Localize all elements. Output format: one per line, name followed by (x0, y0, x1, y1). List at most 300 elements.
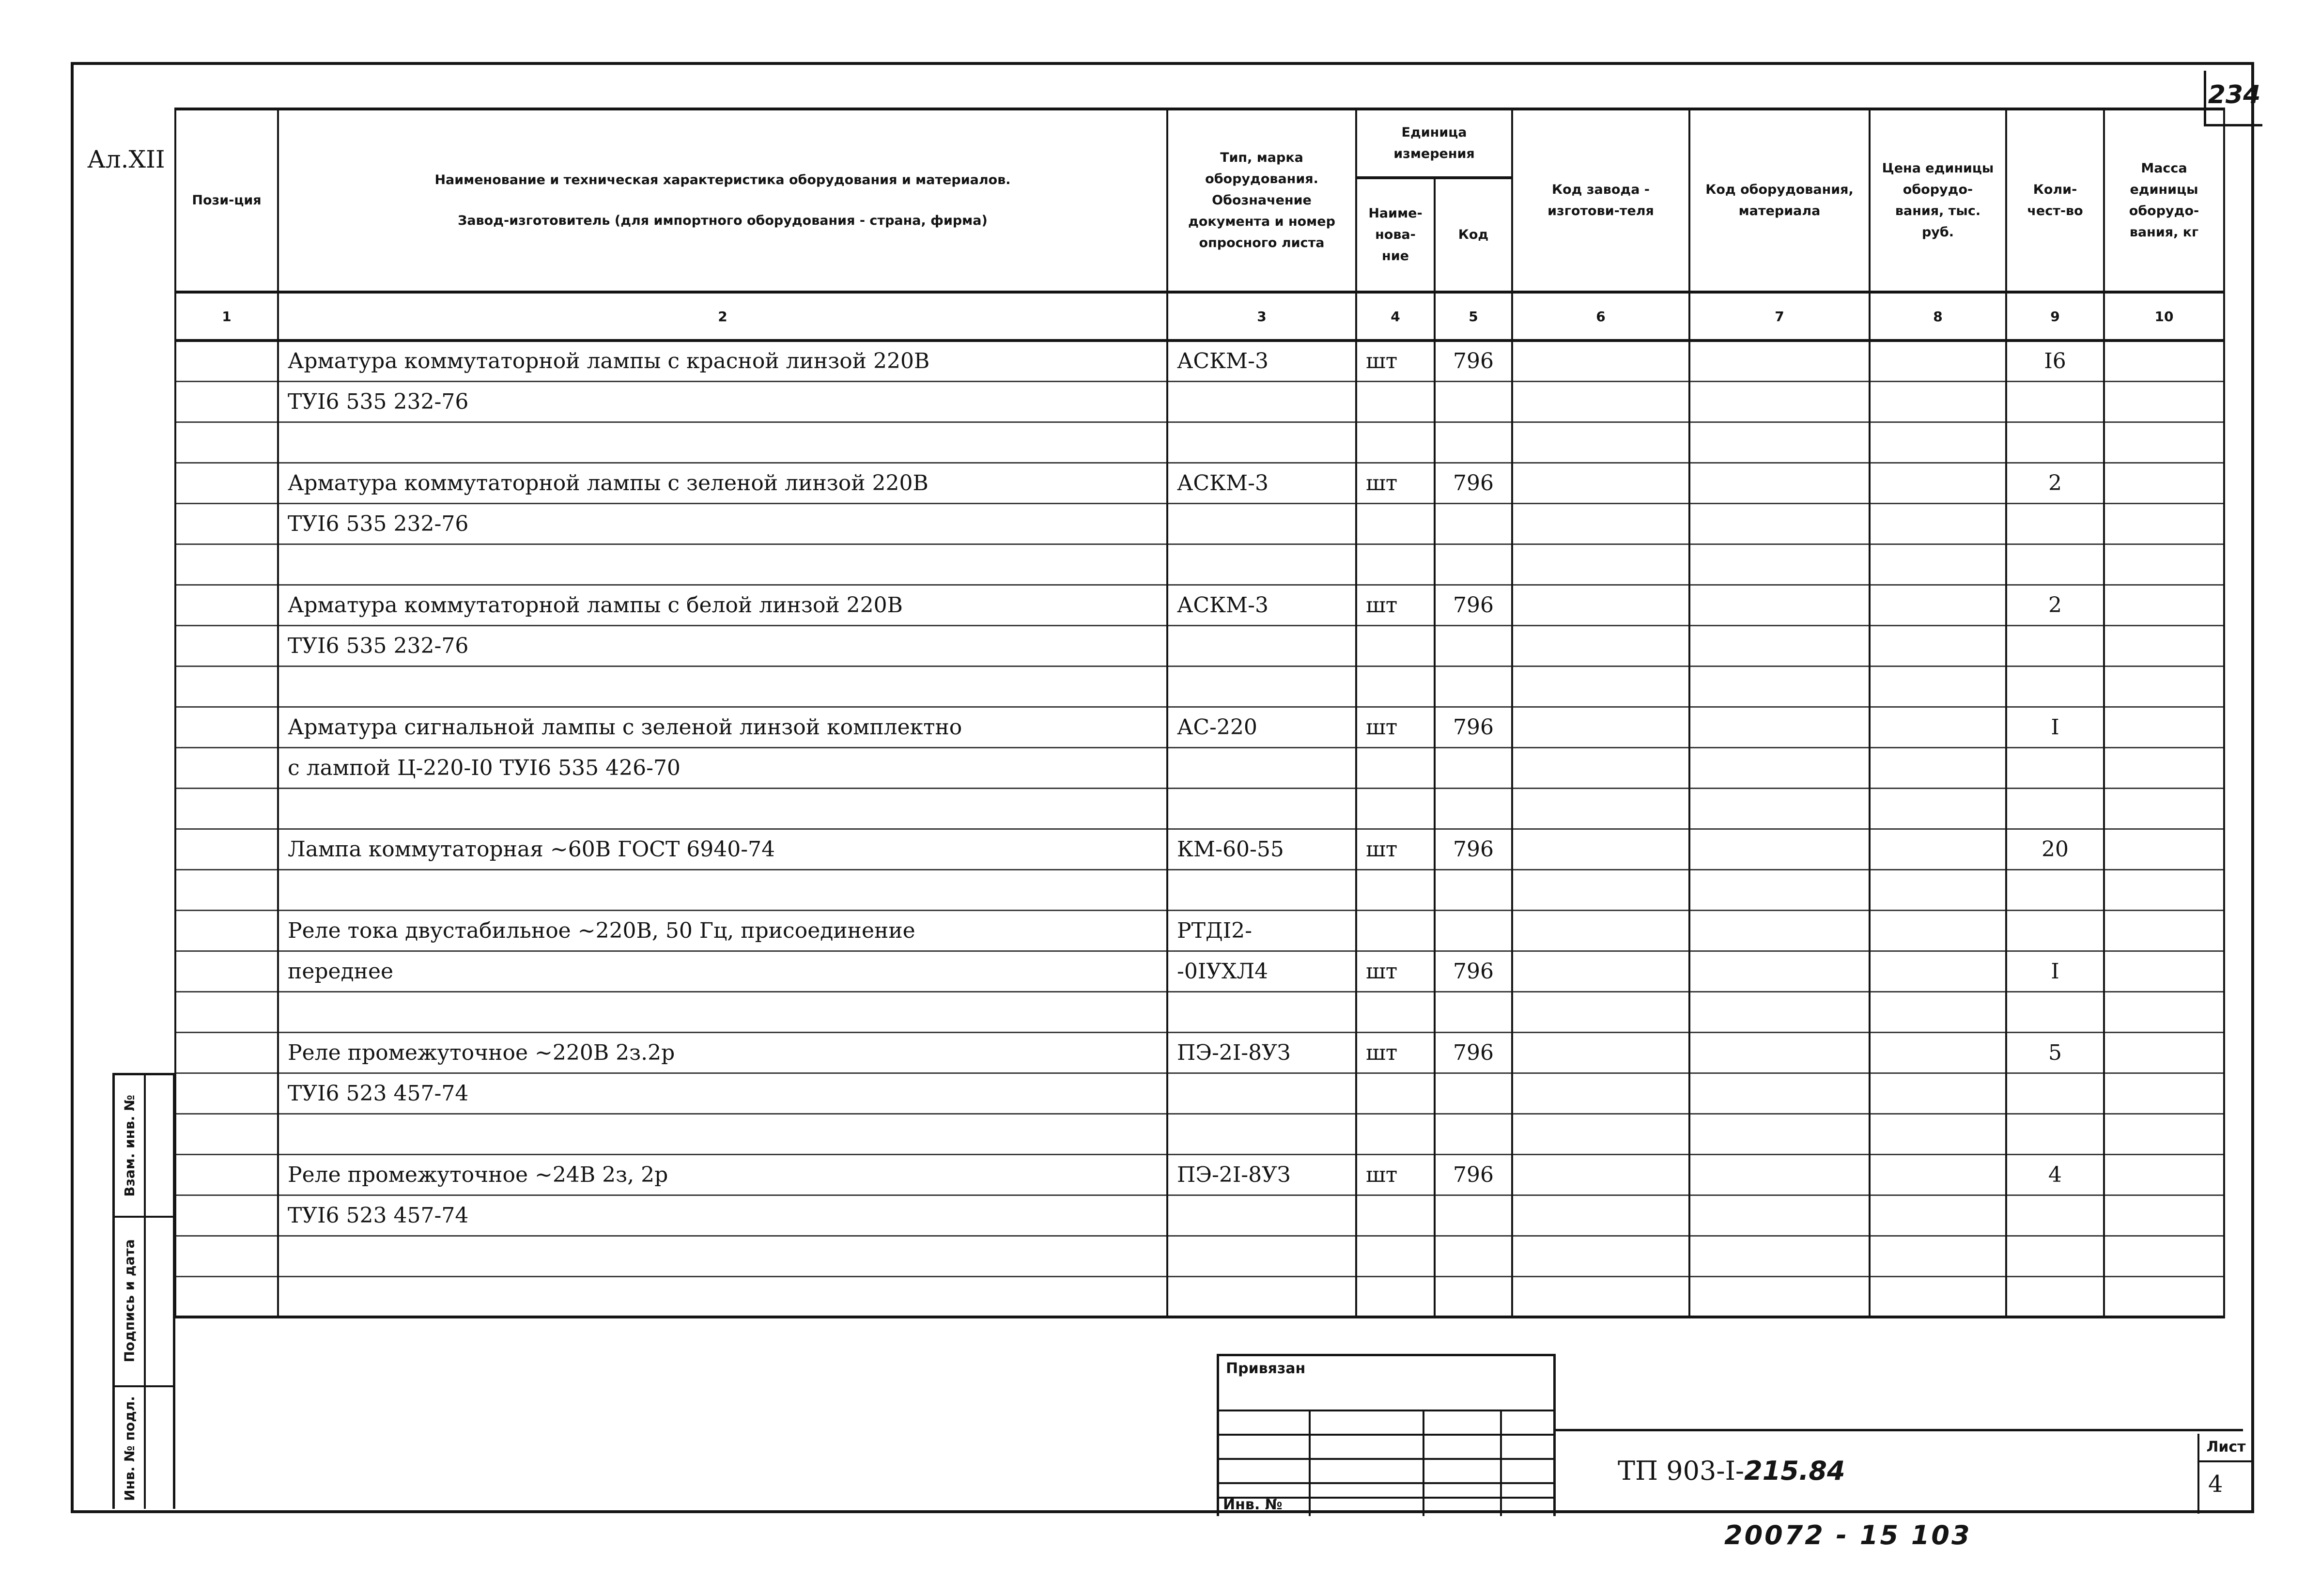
cell-unit (1356, 1236, 1435, 1276)
strip-label-signature-date: Подпись и дата (121, 1239, 138, 1363)
cell-equipment-code (1689, 625, 1870, 666)
col-number: 1 (175, 292, 278, 341)
cell-quantity (2006, 1073, 2104, 1114)
col-number: 7 (1689, 292, 1870, 341)
table-row (175, 463, 2224, 503)
cell-mass (2104, 341, 2224, 381)
table-row (175, 585, 2224, 625)
cell-unit-code (1435, 1276, 1512, 1317)
cell-factory-code (1512, 666, 1689, 707)
cell-type (1167, 788, 1356, 829)
col-number: 3 (1167, 292, 1356, 341)
stamp-line (1219, 1410, 1553, 1411)
cell-position (175, 666, 278, 707)
cell-equipment-code (1689, 910, 1870, 951)
cell-unit: шт (1356, 829, 1435, 869)
table-row (175, 910, 2224, 951)
cell-price (1870, 463, 2006, 503)
table-row (175, 625, 2224, 666)
cell-price (1870, 1114, 2006, 1154)
col-number: 9 (2006, 292, 2104, 341)
cell-position (175, 463, 278, 503)
title-block-rule (1556, 1429, 2243, 1431)
table-body (175, 341, 2224, 1317)
cell-price (1870, 1032, 2006, 1073)
cell-type (1167, 422, 1356, 463)
cell-price (1870, 1073, 2006, 1114)
cell-position (175, 829, 278, 869)
cell-factory-code (1512, 381, 1689, 422)
cell-price (1870, 1154, 2006, 1195)
cell-type (1167, 1195, 1356, 1236)
cell-unit-code (1435, 1114, 1512, 1154)
cell-unit (1356, 625, 1435, 666)
cell-name (278, 869, 1167, 910)
cell-position (175, 1195, 278, 1236)
cell-type (1167, 1236, 1356, 1276)
table-row (175, 341, 2224, 381)
cell-price (1870, 747, 2006, 788)
document-code-handwritten: 215.84 (1744, 1456, 1845, 1486)
cell-name (278, 544, 1167, 585)
cell-name: с лампой Ц-220-I0 ТУI6 535 426-70 (278, 747, 1167, 788)
cell-mass (2104, 1195, 2224, 1236)
cell-factory-code (1512, 707, 1689, 747)
cell-unit-code (1435, 625, 1512, 666)
stamp-line (1219, 1458, 1553, 1460)
cell-factory-code (1512, 544, 1689, 585)
cell-unit: шт (1356, 707, 1435, 747)
table-row (175, 381, 2224, 422)
cell-quantity: 4 (2006, 1154, 2104, 1195)
cell-equipment-code (1689, 992, 1870, 1032)
strip-cell-signature (115, 1216, 144, 1385)
cell-quantity (2006, 1276, 2104, 1317)
cell-unit (1356, 1195, 1435, 1236)
cell-factory-code (1512, 992, 1689, 1032)
cell-quantity (2006, 1195, 2104, 1236)
footer-handwritten-number: 20072 - 15 103 (1724, 1520, 1972, 1550)
cell-quantity (2006, 992, 2104, 1032)
table-row (175, 1032, 2224, 1073)
cell-equipment-code (1689, 422, 1870, 463)
cell-equipment-code (1689, 1195, 1870, 1236)
stamp-line (1219, 1434, 1553, 1436)
cell-type (1167, 544, 1356, 585)
cell-mass (2104, 1073, 2224, 1114)
header-quantity: Коли-чест-во (2006, 109, 2104, 292)
cell-unit-code: 796 (1435, 707, 1512, 747)
cell-position (175, 1032, 278, 1073)
header-price: Цена единицы оборудо-вания, тыс. руб. (1870, 109, 2006, 292)
document-code-prefix: ТП 903-I- (1618, 1456, 1745, 1486)
cell-position (175, 422, 278, 463)
cell-unit-code (1435, 1195, 1512, 1236)
cell-unit-code: 796 (1435, 463, 1512, 503)
cell-name (278, 666, 1167, 707)
cell-price (1870, 544, 2006, 585)
cell-unit-code: 796 (1435, 829, 1512, 869)
table-row (175, 544, 2224, 585)
cell-unit-code (1435, 422, 1512, 463)
cell-unit (1356, 1073, 1435, 1114)
cell-price (1870, 381, 2006, 422)
cell-quantity (2006, 422, 2104, 463)
cell-unit (1356, 666, 1435, 707)
cell-unit: шт (1356, 1032, 1435, 1073)
cell-equipment-code (1689, 829, 1870, 869)
cell-price (1870, 829, 2006, 869)
cell-name: Реле промежуточное ~24В 2з, 2р (278, 1154, 1167, 1195)
sheet-list-box (2197, 1434, 2253, 1514)
cell-factory-code (1512, 463, 1689, 503)
cell-unit (1356, 381, 1435, 422)
cell-type (1167, 381, 1356, 422)
cell-equipment-code (1689, 503, 1870, 544)
cell-name: ТУI6 523 457-74 (278, 1073, 1167, 1114)
cell-type: АСКМ-3 (1167, 463, 1356, 503)
cell-equipment-code (1689, 381, 1870, 422)
cell-unit-code (1435, 503, 1512, 544)
table-row (175, 422, 2224, 463)
strip-cell-original (115, 1385, 144, 1511)
cell-quantity (2006, 1114, 2104, 1154)
table-row (175, 747, 2224, 788)
table-row (175, 707, 2224, 747)
table-row (175, 1276, 2224, 1317)
cell-unit (1356, 910, 1435, 951)
cell-name (278, 422, 1167, 463)
cell-mass (2104, 788, 2224, 829)
cell-unit-code (1435, 869, 1512, 910)
cell-position (175, 910, 278, 951)
attachment-stamp (1217, 1354, 1556, 1516)
cell-position (175, 341, 278, 381)
table-row (175, 1195, 2224, 1236)
cell-unit (1356, 788, 1435, 829)
cell-mass (2104, 666, 2224, 707)
cell-position (175, 951, 278, 992)
cell-price (1870, 1276, 2006, 1317)
cell-name: Арматура коммутаторной лампы с красной линзой 220В (278, 341, 1167, 381)
cell-quantity (2006, 910, 2104, 951)
cell-quantity: 2 (2006, 585, 2104, 625)
cell-name (278, 1236, 1167, 1276)
cell-position (175, 544, 278, 585)
cell-type: -0IУХЛ4 (1167, 951, 1356, 992)
document-code (1618, 1456, 1845, 1486)
cell-unit-code (1435, 1236, 1512, 1276)
cell-equipment-code (1689, 585, 1870, 625)
cell-unit-code: 796 (1435, 585, 1512, 625)
cell-unit: шт (1356, 951, 1435, 992)
cell-price (1870, 341, 2006, 381)
cell-unit-code (1435, 747, 1512, 788)
cell-factory-code (1512, 1154, 1689, 1195)
table-row (175, 503, 2224, 544)
cell-type: АС-220 (1167, 707, 1356, 747)
cell-equipment-code (1689, 951, 1870, 992)
cell-type (1167, 666, 1356, 707)
cell-mass (2104, 992, 2224, 1032)
cell-quantity: 20 (2006, 829, 2104, 869)
cell-unit (1356, 422, 1435, 463)
cell-name: Реле промежуточное ~220В 2з.2р (278, 1032, 1167, 1073)
cell-equipment-code (1689, 544, 1870, 585)
cell-factory-code (1512, 1276, 1689, 1317)
header-equipment-code: Код оборудования, материала (1689, 109, 1870, 292)
cell-quantity (2006, 1236, 2104, 1276)
cell-name (278, 992, 1167, 1032)
cell-factory-code (1512, 503, 1689, 544)
cell-name (278, 788, 1167, 829)
cell-price (1870, 910, 2006, 951)
album-label: Ал.XII (87, 145, 165, 173)
cell-equipment-code (1689, 1032, 1870, 1073)
cell-factory-code (1512, 788, 1689, 829)
header-type: Тип, марка оборудования. Обозначение документа и номер опросного листа (1167, 109, 1356, 292)
cell-quantity (2006, 788, 2104, 829)
cell-position (175, 747, 278, 788)
cell-position (175, 1114, 278, 1154)
cell-type (1167, 503, 1356, 544)
cell-equipment-code (1689, 1236, 1870, 1276)
cell-equipment-code (1689, 463, 1870, 503)
cell-equipment-code (1689, 747, 1870, 788)
cell-price (1870, 788, 2006, 829)
cell-price (1870, 992, 2006, 1032)
cell-position (175, 992, 278, 1032)
cell-equipment-code (1689, 869, 1870, 910)
header-unit-name: Наиме-нова-ние (1356, 178, 1435, 292)
table-row (175, 1114, 2224, 1154)
cell-unit-code (1435, 666, 1512, 707)
cell-unit-code (1435, 788, 1512, 829)
cell-name: Арматура коммутаторной лампы с белой линзой 220В (278, 585, 1167, 625)
col-number: 6 (1512, 292, 1689, 341)
cell-name: Лампа коммутаторная ~60В ГОСТ 6940-74 (278, 829, 1167, 869)
cell-factory-code (1512, 1114, 1689, 1154)
cell-quantity (2006, 666, 2104, 707)
table-row (175, 1236, 2224, 1276)
approval-side-strip (112, 1073, 175, 1509)
cell-mass (2104, 1114, 2224, 1154)
col-number: 4 (1356, 292, 1435, 341)
cell-mass (2104, 585, 2224, 625)
cell-equipment-code (1689, 1154, 1870, 1195)
list-label: Лист (2199, 1434, 2253, 1462)
table-row (175, 992, 2224, 1032)
cell-price (1870, 422, 2006, 463)
page-number-box: 234 (2204, 71, 2262, 126)
cell-mass (2104, 1154, 2224, 1195)
cell-factory-code (1512, 1236, 1689, 1276)
cell-mass (2104, 503, 2224, 544)
cell-factory-code (1512, 1073, 1689, 1114)
cell-unit-code: 796 (1435, 1032, 1512, 1073)
cell-position (175, 503, 278, 544)
cell-factory-code (1512, 829, 1689, 869)
cell-factory-code (1512, 1195, 1689, 1236)
stamp-line (1500, 1410, 1502, 1516)
col-number: 2 (278, 292, 1167, 341)
list-number: 4 (2208, 1471, 2223, 1498)
cell-unit-code: 796 (1435, 951, 1512, 992)
strip-divider (144, 1075, 146, 1509)
cell-type (1167, 625, 1356, 666)
cell-unit (1356, 869, 1435, 910)
cell-factory-code (1512, 1032, 1689, 1073)
cell-unit-code (1435, 992, 1512, 1032)
cell-type: КМ-60-55 (1167, 829, 1356, 869)
cell-unit-code: 796 (1435, 341, 1512, 381)
table-row (175, 1154, 2224, 1195)
cell-unit (1356, 992, 1435, 1032)
cell-quantity: I6 (2006, 341, 2104, 381)
cell-quantity: 5 (2006, 1032, 2104, 1073)
cell-position (175, 585, 278, 625)
stamp-line (1423, 1410, 1424, 1516)
cell-mass (2104, 951, 2224, 992)
cell-factory-code (1512, 625, 1689, 666)
cell-equipment-code (1689, 1276, 1870, 1317)
cell-price (1870, 1195, 2006, 1236)
cell-unit: шт (1356, 341, 1435, 381)
cell-unit (1356, 1276, 1435, 1317)
cell-name (278, 1276, 1167, 1317)
cell-quantity (2006, 869, 2104, 910)
cell-unit (1356, 503, 1435, 544)
cell-price (1870, 707, 2006, 747)
cell-equipment-code (1689, 666, 1870, 707)
cell-price (1870, 503, 2006, 544)
cell-quantity: 2 (2006, 463, 2104, 503)
cell-quantity: I (2006, 707, 2104, 747)
cell-mass (2104, 747, 2224, 788)
table-row (175, 869, 2224, 910)
cell-type (1167, 992, 1356, 1032)
cell-factory-code (1512, 341, 1689, 381)
stamp-attached-label: Привязан (1226, 1360, 1306, 1377)
cell-price (1870, 585, 2006, 625)
cell-position (175, 869, 278, 910)
cell-mass (2104, 1276, 2224, 1317)
cell-factory-code (1512, 585, 1689, 625)
cell-price (1870, 625, 2006, 666)
cell-type: АСКМ-3 (1167, 341, 1356, 381)
cell-type (1167, 1114, 1356, 1154)
cell-unit-code (1435, 910, 1512, 951)
col-number: 10 (2104, 292, 2224, 341)
cell-type (1167, 1073, 1356, 1114)
col-number: 8 (1870, 292, 2006, 341)
cell-unit: шт (1356, 1154, 1435, 1195)
header-name-line2: Завод-изготовитель (для импортного оборудования - страна, фирма) (458, 213, 988, 228)
cell-quantity (2006, 747, 2104, 788)
cell-mass (2104, 625, 2224, 666)
cell-unit: шт (1356, 585, 1435, 625)
cell-equipment-code (1689, 788, 1870, 829)
cell-price (1870, 951, 2006, 992)
cell-position (175, 381, 278, 422)
cell-type (1167, 1276, 1356, 1317)
cell-quantity (2006, 503, 2104, 544)
cell-type: ПЭ-2I-8УЗ (1167, 1154, 1356, 1195)
cell-quantity (2006, 625, 2104, 666)
header-factory-code: Код завода - изготови-теля (1512, 109, 1689, 292)
cell-name: ТУI6 523 457-74 (278, 1195, 1167, 1236)
cell-name: переднее (278, 951, 1167, 992)
col-number: 5 (1435, 292, 1512, 341)
header-unit-group: Единица измерения (1356, 109, 1512, 178)
cell-mass (2104, 869, 2224, 910)
cell-name: ТУI6 535 232-76 (278, 381, 1167, 422)
cell-unit-code (1435, 1073, 1512, 1114)
strip-cell-replacement (115, 1075, 144, 1216)
cell-mass (2104, 463, 2224, 503)
cell-factory-code (1512, 951, 1689, 992)
cell-factory-code (1512, 422, 1689, 463)
strip-label-original-inv: Инв. № подл. (121, 1395, 138, 1501)
cell-name: Арматура сигнальной лампы с зеленой линзой комплектно (278, 707, 1167, 747)
cell-unit (1356, 747, 1435, 788)
cell-factory-code (1512, 869, 1689, 910)
cell-unit (1356, 1114, 1435, 1154)
stamp-line (1309, 1410, 1311, 1516)
header-name (278, 109, 1167, 292)
cell-position (175, 1236, 278, 1276)
cell-unit (1356, 544, 1435, 585)
cell-name: Реле тока двустабильное ~220В, 50 Гц, присоединение (278, 910, 1167, 951)
table-row (175, 1073, 2224, 1114)
specification-table-wrap (174, 108, 2223, 1333)
cell-equipment-code (1689, 707, 1870, 747)
specification-table (174, 108, 2225, 1318)
cell-position (175, 788, 278, 829)
cell-position (175, 625, 278, 666)
cell-type (1167, 747, 1356, 788)
cell-mass (2104, 381, 2224, 422)
cell-mass (2104, 1236, 2224, 1276)
header-mass: Масса единицы оборудо-вания, кг (2104, 109, 2224, 292)
cell-mass (2104, 1032, 2224, 1073)
header-name-line1: Наименование и техническая характеристика оборудования и материалов. (434, 172, 1011, 187)
cell-name (278, 1114, 1167, 1154)
cell-equipment-code (1689, 1114, 1870, 1154)
cell-equipment-code (1689, 341, 1870, 381)
cell-mass (2104, 707, 2224, 747)
cell-factory-code (1512, 747, 1689, 788)
cell-position (175, 707, 278, 747)
table-row (175, 951, 2224, 992)
cell-unit-code: 796 (1435, 1154, 1512, 1195)
cell-price (1870, 666, 2006, 707)
table-row (175, 788, 2224, 829)
cell-mass (2104, 910, 2224, 951)
table-row (175, 829, 2224, 869)
cell-unit-code (1435, 544, 1512, 585)
cell-type (1167, 869, 1356, 910)
cell-mass (2104, 422, 2224, 463)
cell-type: ПЭ-2I-8УЗ (1167, 1032, 1356, 1073)
column-number-row (175, 292, 2224, 341)
cell-name: Арматура коммутаторной лампы с зеленой линзой 220В (278, 463, 1167, 503)
cell-quantity: I (2006, 951, 2104, 992)
cell-position (175, 1276, 278, 1317)
cell-name: ТУI6 535 232-76 (278, 503, 1167, 544)
cell-position (175, 1073, 278, 1114)
stamp-inventory-label: Инв. № (1223, 1496, 1283, 1513)
